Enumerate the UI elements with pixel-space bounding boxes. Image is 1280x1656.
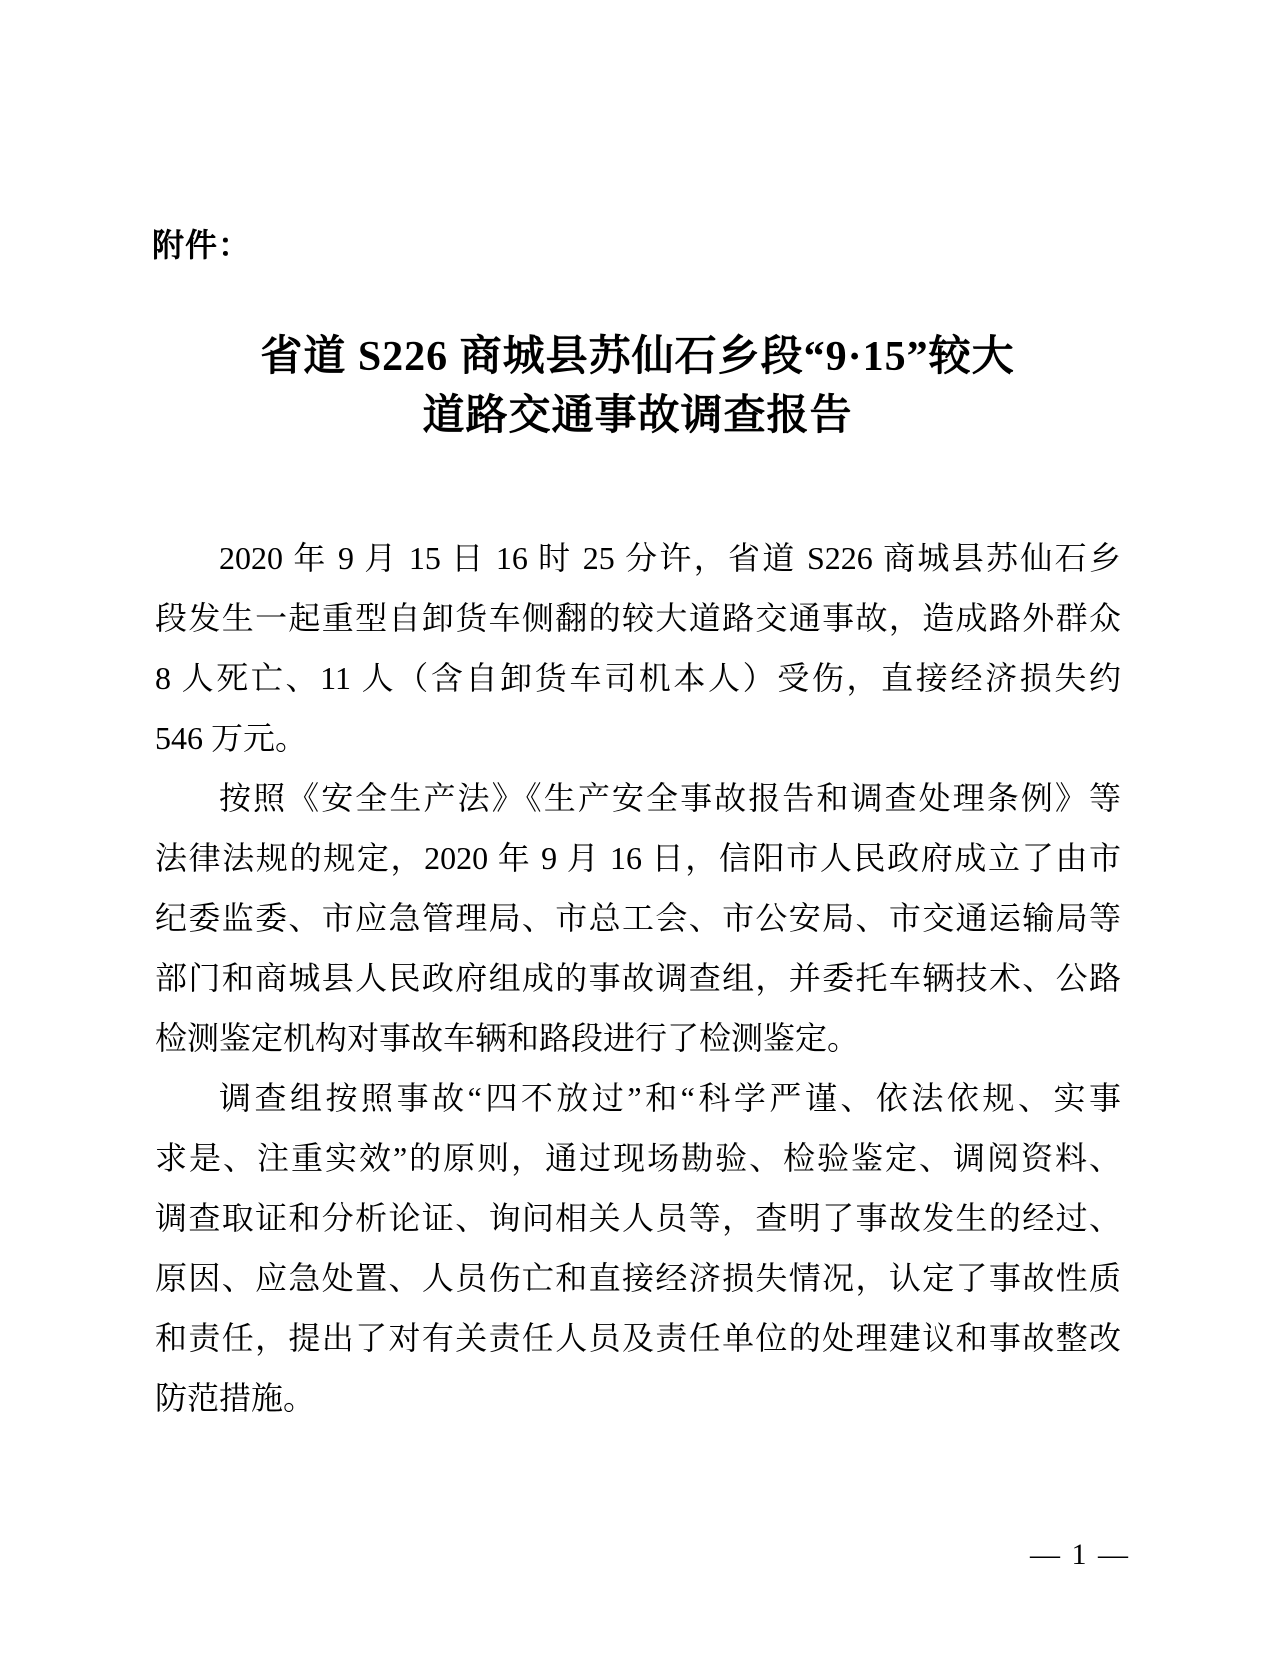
- page-number: — 1 —: [1030, 1538, 1130, 1571]
- document-title-line-2: 道路交通事故调查报告: [422, 393, 853, 439]
- paragraph-2-line: 检测鉴定机构对事故车辆和路段进行了检测鉴定。: [155, 1020, 860, 1056]
- document-title-line-1: 省道 S226 商城县苏仙石乡段“9·15”较大: [260, 334, 1015, 380]
- paragraph-1-line: 2020 年 9 月 15 日 16 时 25 分许，省道 S226 商城县苏仙石乡: [219, 540, 1121, 576]
- paragraph-2-line: 按照《安全生产法》《生产安全事故报告和调查处理条例》等: [219, 780, 1121, 816]
- paragraph-2-line: 纪委监委、市应急管理局、市总工会、市公安局、市交通运输局等: [155, 900, 1121, 936]
- document-body: [155, 528, 1121, 1428]
- attachment-label: 附件：: [152, 227, 252, 263]
- paragraph-3-line: 和责任，提出了对有关责任人员及责任单位的处理建议和事故整改: [155, 1320, 1121, 1356]
- paragraph-3-line: 调查组按照事故“四不放过”和“科学严谨、依法依规、实事: [219, 1080, 1121, 1116]
- document-title: [155, 328, 1120, 446]
- paragraph-1-line: 546 万元。: [155, 720, 308, 756]
- paragraph-3-line: 调查取证和分析论证、询问相关人员等，查明了事故发生的经过、: [155, 1200, 1121, 1236]
- paragraph-3-line: 原因、应急处置、人员伤亡和直接经济损失情况，认定了事故性质: [155, 1260, 1121, 1296]
- paragraph-1-line: 段发生一起重型自卸货车侧翻的较大道路交通事故，造成路外群众: [155, 600, 1121, 636]
- paragraph-3-line: 防范措施。: [155, 1380, 316, 1416]
- paragraph-2-line: 法律法规的规定，2020 年 9 月 16 日，信阳市人民政府成立了由市: [155, 840, 1121, 876]
- paragraph-3-line: 求是、注重实效”的原则，通过现场勘验、检验鉴定、调阅资料、: [155, 1140, 1121, 1176]
- paragraph-1-line: 8 人死亡、11 人（含自卸货车司机本人）受伤，直接经济损失约: [155, 660, 1121, 696]
- paragraph-2-line: 部门和商城县人民政府组成的事故调查组，并委托车辆技术、公路: [155, 960, 1121, 996]
